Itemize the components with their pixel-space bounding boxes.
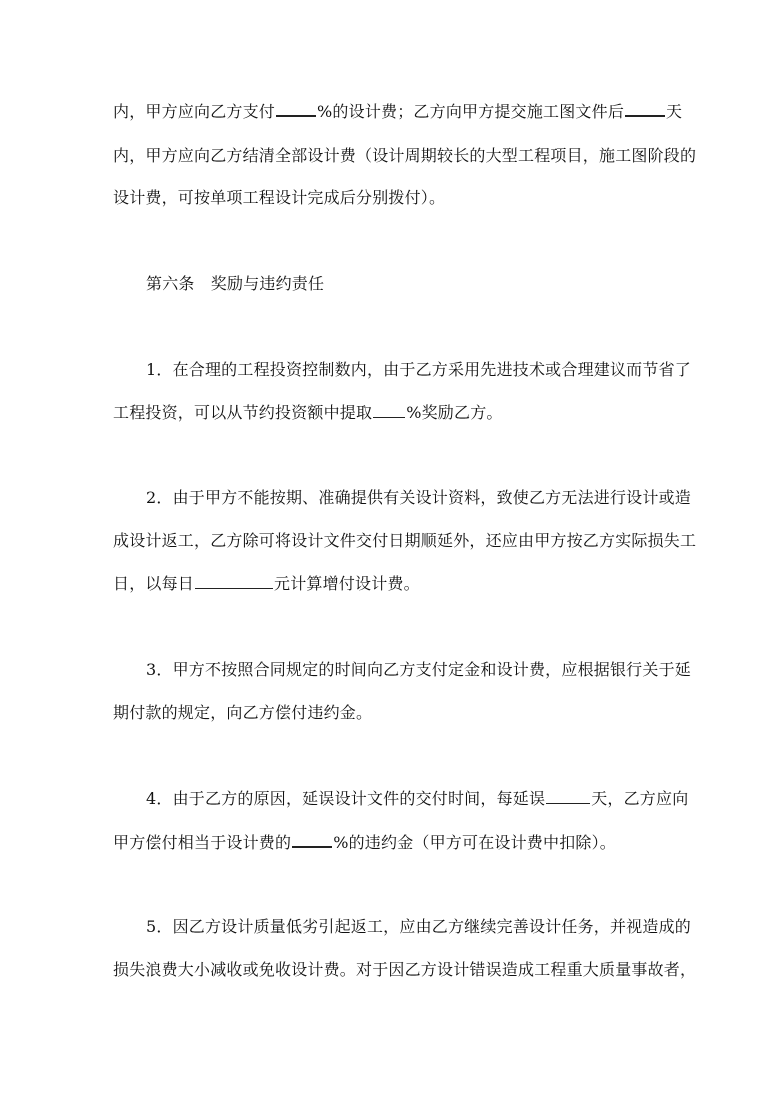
paragraph-line-3	[113, 188, 673, 208]
paragraph-line-2	[113, 146, 697, 166]
text-segment: %的设计费；乙方向甲方提交施工图文件后	[317, 102, 625, 121]
text-segment: 甲方偿付相当于设计费的	[113, 833, 292, 852]
text-segment: 元计算增付设计费。	[274, 574, 420, 593]
text-segment: 天，乙方应向	[591, 789, 689, 808]
fill-in-blank	[625, 101, 665, 117]
clause-1-line-2	[113, 403, 673, 423]
text-segment: 损失浪费大小减收或免收设计费。对于因乙方设计错误造成工程重大质量事故者，	[113, 960, 697, 979]
text-segment: 天	[666, 102, 683, 121]
text-segment: 内，甲方应向乙方支付	[113, 102, 276, 121]
text-segment: 日，以每日	[113, 574, 195, 593]
fill-in-blank	[276, 101, 316, 117]
clause-2-line-3	[113, 574, 673, 594]
section-heading	[146, 274, 706, 294]
text-segment: %奖励乙方。	[406, 403, 503, 422]
clause-4-line-2	[113, 832, 673, 853]
clause-2-line-2	[113, 531, 697, 551]
paragraph-line-1	[113, 101, 683, 122]
clause-3-line-2	[113, 703, 673, 723]
clause-4-line-1	[146, 789, 706, 809]
text-segment: %的违约金（甲方可在设计费中扣除）。	[333, 833, 617, 852]
clause-5-line-2	[113, 960, 697, 980]
text-segment: 工程投资，可以从节约投资额中提取	[113, 403, 373, 422]
text-segment: 设计费，可按单项工程设计完成后分别拨付）。	[113, 188, 446, 207]
text-segment: 内，甲方应向乙方结清全部设计费（设计周期较长的大型工程项目，施工图阶段的	[113, 146, 697, 165]
fill-in-blank	[195, 574, 273, 589]
text-segment: 4．由于乙方的原因，延误设计文件的交付时间，每延误	[146, 789, 546, 808]
clause-2-line-1	[146, 488, 706, 508]
clause-3-line-1	[146, 660, 706, 680]
text-segment: 5．因乙方设计质量低劣引起返工，应由乙方继续完善设计任务，并视造成的	[146, 917, 691, 936]
clause-5-line-1	[146, 917, 706, 937]
text-segment: 3．甲方不按照合同规定的时间向乙方支付定金和设计费，应根据银行关于延	[146, 660, 691, 679]
fill-in-blank	[373, 403, 405, 418]
clause-1-line-1	[146, 360, 706, 380]
text-segment: 2．由于甲方不能按期、准确提供有关设计资料，致使乙方无法进行设计或造	[146, 488, 691, 507]
section-heading-text: 第六条 奖励与违约责任	[146, 274, 325, 293]
text-segment: 1．在合理的工程投资控制数内，由于乙方采用先进技术或合理建议而节省了	[146, 360, 691, 379]
text-segment: 期付款的规定，向乙方偿付违约金。	[113, 703, 373, 722]
fill-in-blank	[546, 789, 590, 804]
fill-in-blank	[292, 832, 332, 848]
text-segment: 成设计返工，乙方除可将设计文件交付日期顺延外，还应由甲方按乙方实际损失工	[113, 531, 697, 550]
